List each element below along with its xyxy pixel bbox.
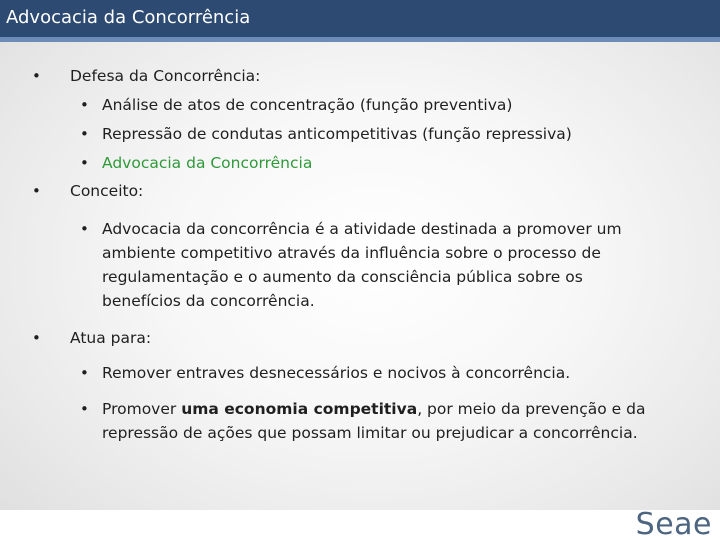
bullet-icon: •: [32, 67, 41, 85]
paragraph-line: Advocacia da concorrência é a atividade destinada a promover um: [102, 220, 622, 238]
item-bold-phrase: uma economia competitiva: [181, 400, 418, 418]
bullet-icon: •: [32, 329, 41, 347]
bullet-icon: •: [80, 154, 89, 172]
list-item-continuation: repressão de ações que possam limitar ou prejudicar a concorrência.: [102, 424, 638, 442]
section-heading-atua: Atua para:: [70, 329, 152, 347]
bullet-icon: •: [80, 96, 89, 114]
list-item-highlighted: Advocacia da Concorrência: [102, 154, 313, 172]
paragraph-line: ambiente competitivo através da influência sobre o processo de: [102, 244, 601, 262]
item-suffix: , por meio da prevenção e da: [417, 400, 646, 418]
section-heading-conceito: Conceito:: [70, 182, 144, 200]
list-item: Análise de atos de concentração (função preventiva): [102, 96, 513, 114]
item-prefix: Promover: [102, 400, 182, 418]
footer: [0, 507, 720, 540]
list-item: Remover entraves desnecessários e nocivos à concorrência.: [102, 364, 571, 382]
slide-title: Advocacia da Concorrência: [6, 7, 251, 28]
bullet-icon: •: [80, 400, 89, 418]
bullet-icon: •: [80, 220, 89, 238]
section-heading-defesa: Defesa da Concorrência:: [70, 67, 261, 85]
seae-logo: Seae: [635, 507, 712, 540]
list-item-mixed: [102, 398, 645, 421]
bullet-icon: •: [80, 125, 89, 143]
paragraph-line: benefícios da concorrência.: [102, 292, 315, 310]
bullet-icon: •: [32, 182, 41, 200]
bullet-icon: •: [80, 364, 89, 382]
paragraph-line: regulamentação e o aumento da consciência pública sobre os: [102, 268, 583, 286]
list-item: Repressão de condutas anticompetitivas (função repressiva): [102, 125, 572, 143]
